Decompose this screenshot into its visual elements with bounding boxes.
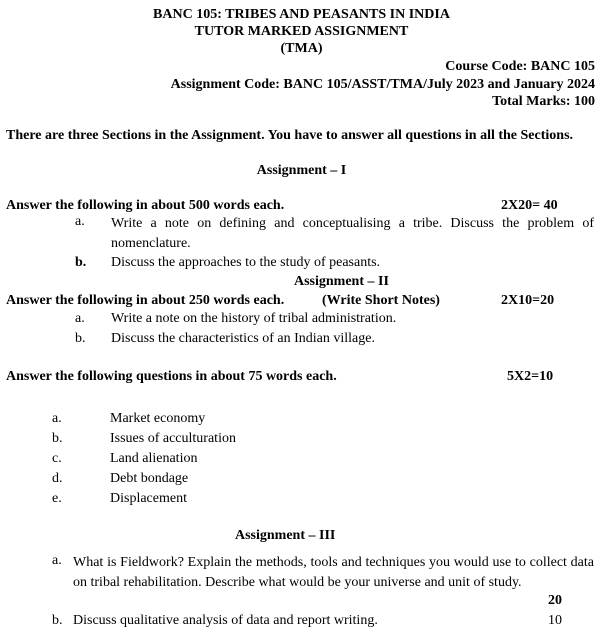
question-text: Discuss the characteristics of an Indian village.: [111, 331, 375, 346]
course-code: Course Code: BANC 105: [445, 59, 595, 74]
course-title: BANC 105: TRIBES AND PEASANTS IN INDIA: [153, 7, 450, 22]
short-notes-instruction: Answer the following questions in about 75 words each.: [6, 369, 337, 384]
assignment-code: Assignment Code: BANC 105/ASST/TMA/July 2023 and January 2024: [170, 77, 595, 92]
total-marks: Total Marks: 100: [492, 94, 595, 109]
short-item-text: Issues of acculturation: [110, 431, 236, 446]
intro-text: There are three Sections in the Assignment. You have to answer all questions in all the Sections.: [6, 128, 574, 143]
question-label: a.: [75, 214, 85, 229]
section-3-title: Assignment – III: [235, 528, 336, 543]
question-marks: 20: [548, 593, 562, 608]
question-label: a.: [75, 311, 85, 326]
short-item-label: c.: [52, 451, 62, 466]
question-text: What is Fieldwork? Explain the methods, tools and techniques you would use to collect data on tribal rehabilitation. Describe what would be your universe and unit of study.: [73, 555, 594, 590]
short-item-text: Displacement: [110, 491, 187, 506]
section-1-title: Assignment – I: [256, 163, 347, 178]
short-notes-marks: 5X2=10: [507, 369, 554, 384]
short-item-label: e.: [52, 491, 62, 506]
section-2-instruction: Answer the following in about 250 words each.: [6, 293, 285, 308]
section-2-note: (Write Short Notes): [322, 293, 440, 308]
section-1-marks: 2X20= 40: [501, 198, 558, 213]
section-2-title: Assignment – II: [294, 274, 389, 289]
question-label: b.: [75, 331, 86, 346]
question-label: a.: [52, 553, 62, 568]
short-item-label: b.: [52, 431, 63, 446]
question-text: Write a note on defining and conceptualising a tribe. Discuss the problem of nomenclature.: [111, 216, 594, 251]
document-type: TUTOR MARKED ASSIGNMENT: [194, 24, 409, 39]
question-text: Discuss qualitative analysis of data and report writing.: [73, 613, 378, 628]
question-label: b.: [75, 255, 87, 270]
question-label: b.: [52, 613, 63, 628]
short-item-text: Land alienation: [110, 451, 198, 466]
question-marks: 10: [548, 613, 562, 628]
short-item-text: Debt bondage: [110, 471, 189, 486]
question-text: Write a note on the history of tribal administration.: [111, 311, 397, 326]
short-item-label: a.: [52, 411, 62, 426]
short-item-label: d.: [52, 471, 63, 486]
section-1-instruction: Answer the following in about 500 words each.: [6, 198, 285, 213]
document-type-abbrev: (TMA): [280, 41, 323, 56]
short-item-text: Market economy: [110, 411, 206, 426]
question-text: Discuss the approaches to the study of peasants.: [111, 255, 381, 270]
section-2-marks: 2X10=20: [501, 293, 555, 308]
